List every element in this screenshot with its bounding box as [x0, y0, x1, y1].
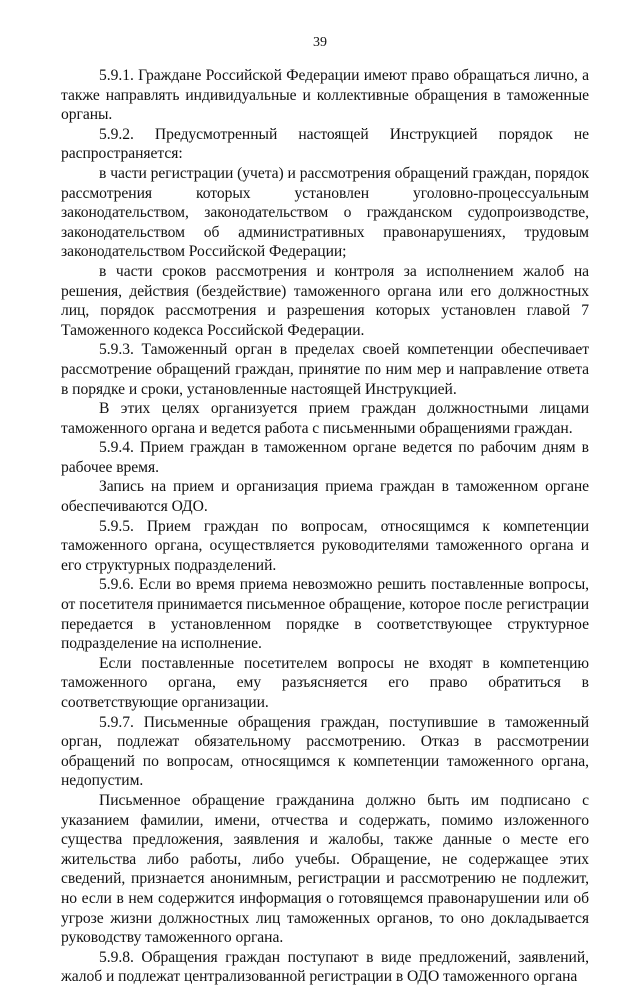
document-body: [61, 66, 589, 987]
paragraph-5-9-3: 5.9.3. Таможенный орган в пределах своей компетенции обеспечивает рассмотрение обращений граждан, принятие по ним мер и направление ответа в порядке и сроки, установленные настоящей Инструкцией.: [61, 341, 589, 398]
paragraph-appointment-booking: Запись на прием и организация приема граждан в таможенном органе обеспечиваются ОДО.: [61, 478, 589, 516]
paragraph-written-appeal-requirements: Письменное обращение гражданина должно быть им подписано с указанием фамилии, имени, отчества и содержать, помимо изложенного существа предложения, заявления и жалобы, также данные о месте его жительства либо работы, либо учебы. Обращение, не содержащее этих сведений, признается анонимным, регистрации и рассмотрению не подлежит, но если в нем содержится информация о готовящемся правонарушении или об угрозе жизни должностных лиц таможенных органов, то оно докладывается руководству таможенного органа.: [61, 791, 589, 947]
paragraph-reception-organization: В этих целях организуется прием граждан должностными лицами таможенного органа и ведется работа с письменными обращениями граждан.: [61, 400, 589, 437]
page-number: 39: [313, 35, 327, 50]
paragraph-5-9-4: 5.9.4. Прием граждан в таможенном органе ведется по рабочим дням в рабочее время.: [61, 439, 589, 476]
paragraph-exception-complaints: в части сроков рассмотрения и контроля за исполнением жалоб на решения, действия (бездействие) таможенного органа или его должностных лиц, порядок рассмотрения и разрешения которых установлен главой 7 Таможенного кодекса Российской Федерации.: [61, 262, 589, 339]
paragraph-5-9-2: 5.9.2. Предусмотренный настоящей Инструкцией порядок не распространяется:: [61, 125, 589, 163]
paragraph-5-9-7: 5.9.7. Письменные обращения граждан, поступившие в таможенный орган, подлежат обязательному рассмотрению. Отказ в рассмотрении обращений по вопросам, относящимся к компетенции таможенного органа, недопустим.: [61, 713, 589, 790]
paragraph-exception-procedural: в части регистрации (учета) и рассмотрения обращений граждан, порядок рассмотрения которых установлен уголовно-процессуальным законодательством, законодательством о гражданском судопроизводстве, законодательством об административных правонарушениях, трудовым законодательством Российской Федерации;: [61, 164, 589, 261]
paragraph-5-9-6: 5.9.6. Если во время приема невозможно решить поставленные вопросы, от посетителя принимается письменное обращение, которое после регистрации передается в установленном порядке в соответствующее структурное подразделение на исполнение.: [61, 576, 589, 653]
paragraph-out-of-competence: Если поставленные посетителем вопросы не входят в компетенцию таможенного органа, ему разъясняется его право обратиться в соответствующие организации.: [61, 654, 589, 711]
paragraph-5-9-1: 5.9.1. Граждане Российской Федерации имеют право обращаться лично, а также направлять индивидуальные и коллективные обращения в таможенные органы.: [61, 67, 589, 124]
paragraph-5-9-8: 5.9.8. Обращения граждан поступают в виде предложений, заявлений, жалоб и подлежат централизованной регистрации в ОДО таможенного органа: [61, 948, 589, 986]
paragraph-5-9-5: 5.9.5. Прием граждан по вопросам, относящимся к компетенции таможенного органа, осуществляется руководителями таможенного органа и его структурных подразделений.: [61, 517, 589, 574]
